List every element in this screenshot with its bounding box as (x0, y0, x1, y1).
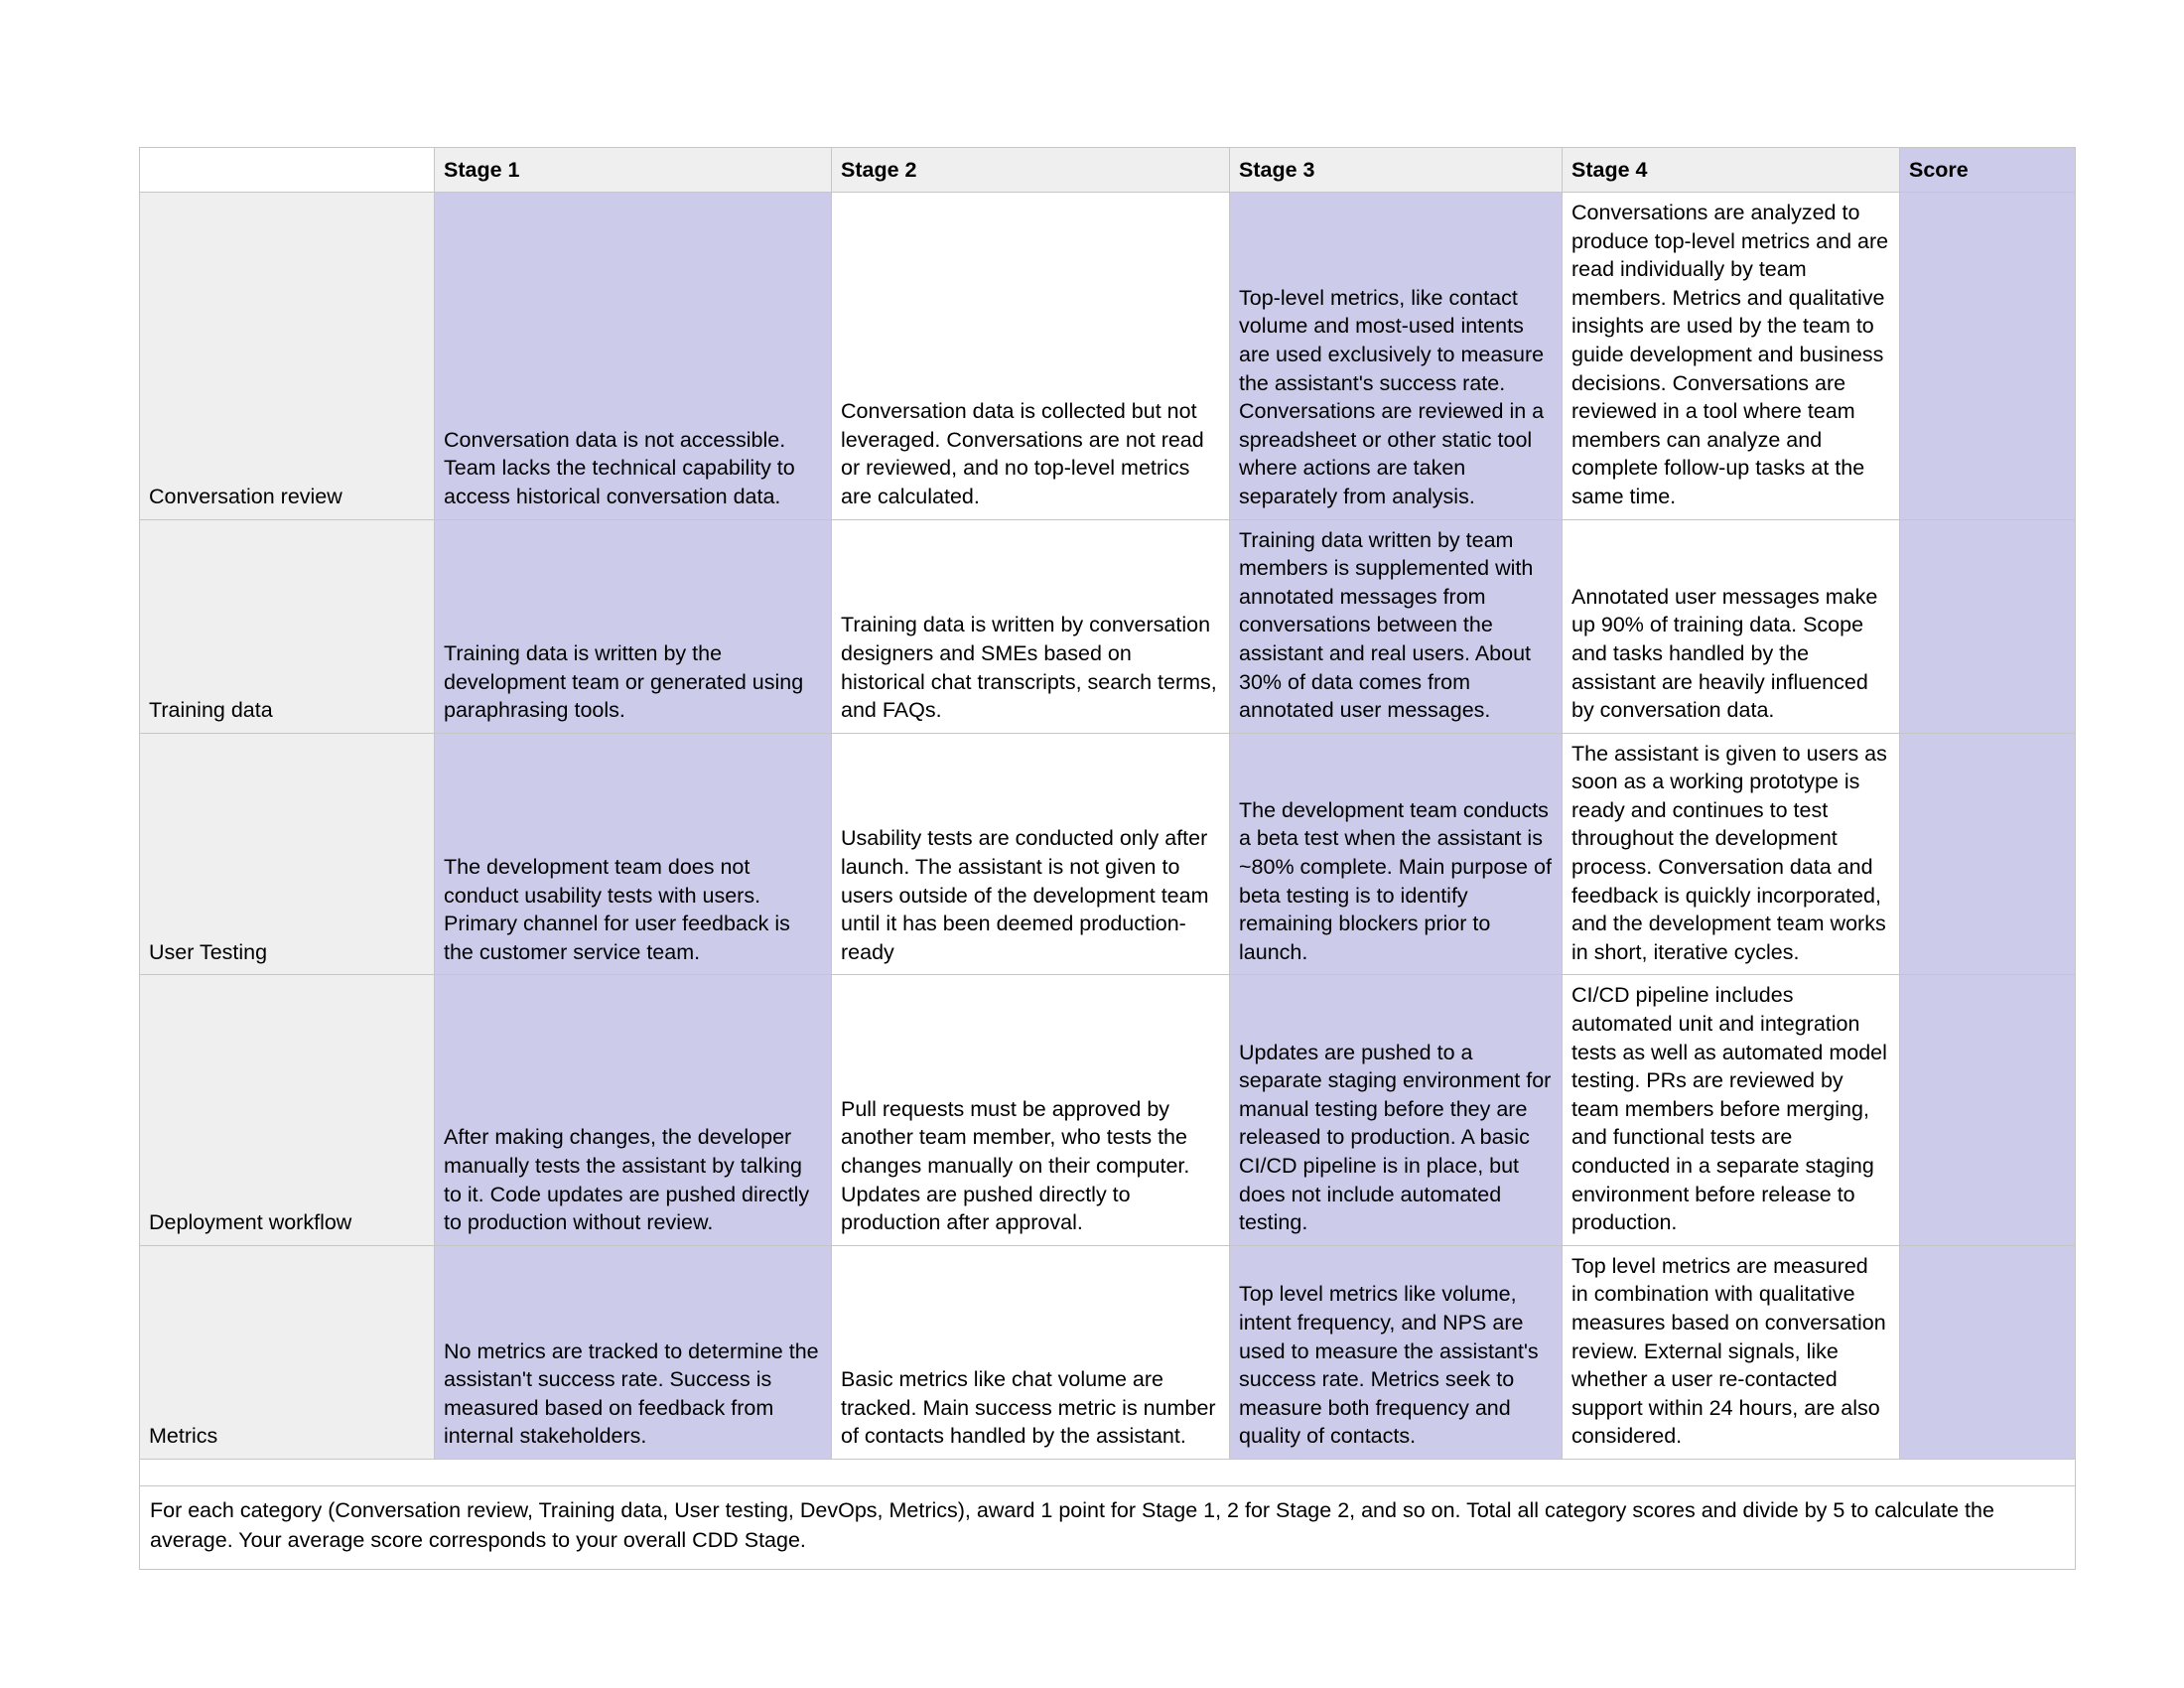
cell-training-data-stage-2: Training data is written by conversation designers and SMEs based on historical chat transcripts, search terms, and FAQs. (832, 519, 1230, 733)
cell-conversation-review-stage-3: Top-level metrics, like contact volume and most-used intents are used exclusively to measure the assistant's success rate. Conversations are reviewed in a spreadsheet or other static tool where actions are taken separately from analysis. (1230, 193, 1563, 520)
row-category-deployment-workflow: Deployment workflow (140, 975, 435, 1245)
cell-conversation-review-stage-4: Conversations are analyzed to produce top-level metrics and are read individually by team members. Metrics and qualitative insights are used by the team to guide development and business decisions. Conversations are reviewed in a tool where team members can analyze and complete follow-up tasks at the same time. (1563, 193, 1900, 520)
cell-metrics-stage-4: Top level metrics are measured in combination with qualitative measures based on conversation review. External signals, like whether a user re-contacted support within 24 hours, are also considered. (1563, 1245, 1900, 1459)
cell-deployment-workflow-stage-1: After making changes, the developer manually tests the assistant by talking to it. Code updates are pushed directly to production without review. (435, 975, 832, 1245)
table-spacer-row (140, 1459, 2076, 1485)
cell-user-testing-stage-1: The development team does not conduct usability tests with users. Primary channel for user feedback is the customer service team. (435, 733, 832, 975)
cell-deployment-workflow-stage-3: Updates are pushed to a separate staging environment for manual testing before they are released to production. A basic CI/CD pipeline is in place, but does not include automated testing. (1230, 975, 1563, 1245)
header-cell-blank (140, 148, 435, 193)
cell-user-testing-score[interactable] (1900, 733, 2076, 975)
cell-metrics-stage-1: No metrics are tracked to determine the assistan't success rate. Success is measured based on feedback from internal stakeholders. (435, 1245, 832, 1459)
row-category-user-testing: User Testing (140, 733, 435, 975)
row-category-training-data: Training data (140, 519, 435, 733)
table-row (140, 975, 2076, 1245)
spacer-cell (140, 1459, 2076, 1485)
table-row (140, 193, 2076, 520)
cell-training-data-stage-3: Training data written by team members is supplemented with annotated messages from conversations between the assistant and real users. About 30% of data comes from annotated user messages. (1230, 519, 1563, 733)
cell-training-data-stage-1: Training data is written by the development team or generated using paraphrasing tools. (435, 519, 832, 733)
scoring-instructions: For each category (Conversation review, Training data, User testing, DevOps, Metrics), award 1 point for Stage 1, 2 for Stage 2, and so on. Total all category scores and divide by 5 to calculate the average. Your average score corresponds to your overall CDD Stage. (140, 1485, 2076, 1569)
cell-metrics-stage-2: Basic metrics like chat volume are tracked. Main success metric is number of contacts handled by the assistant. (832, 1245, 1230, 1459)
table-row (140, 519, 2076, 733)
header-cell-stage-1: Stage 1 (435, 148, 832, 193)
cell-conversation-review-score[interactable] (1900, 193, 2076, 520)
cell-training-data-score[interactable] (1900, 519, 2076, 733)
table-footer-note-row (140, 1485, 2076, 1569)
cell-conversation-review-stage-2: Conversation data is collected but not leveraged. Conversations are not read or reviewed, and no top-level metrics are calculated. (832, 193, 1230, 520)
cdd-maturity-table (139, 147, 2076, 1570)
header-cell-score: Score (1900, 148, 2076, 193)
cell-user-testing-stage-2: Usability tests are conducted only after launch. The assistant is not given to users outside of the development team until it has been deemed production-ready (832, 733, 1230, 975)
cell-conversation-review-stage-1: Conversation data is not accessible. Team lacks the technical capability to access historical conversation data. (435, 193, 832, 520)
cell-metrics-score[interactable] (1900, 1245, 2076, 1459)
row-category-metrics: Metrics (140, 1245, 435, 1459)
table-row (140, 733, 2076, 975)
cell-metrics-stage-3: Top level metrics like volume, intent frequency, and NPS are used to measure the assistant's success rate. Metrics seek to measure both frequency and quality of contacts. (1230, 1245, 1563, 1459)
cell-deployment-workflow-stage-4: CI/CD pipeline includes automated unit and integration tests as well as automated model testing. PRs are reviewed by team members before merging, and functional tests are conducted in a separate staging environment before release to production. (1563, 975, 1900, 1245)
header-cell-stage-4: Stage 4 (1563, 148, 1900, 193)
cell-user-testing-stage-4: The assistant is given to users as soon as a working prototype is ready and continues to test throughout the development process. Conversation data and feedback is quickly incorporated, and the development team works in short, iterative cycles. (1563, 733, 1900, 975)
header-cell-stage-2: Stage 2 (832, 148, 1230, 193)
cell-training-data-stage-4: Annotated user messages make up 90% of training data. Scope and tasks handled by the assistant are heavily influenced by conversation data. (1563, 519, 1900, 733)
cell-user-testing-stage-3: The development team conducts a beta test when the assistant is ~80% complete. Main purpose of beta testing is to identify remaining blockers prior to launch. (1230, 733, 1563, 975)
cell-deployment-workflow-score[interactable] (1900, 975, 2076, 1245)
row-category-conversation-review: Conversation review (140, 193, 435, 520)
table-row (140, 1245, 2076, 1459)
table-header-row (140, 148, 2076, 193)
cell-deployment-workflow-stage-2: Pull requests must be approved by another team member, who tests the changes manually on their computer. Updates are pushed directly to production after approval. (832, 975, 1230, 1245)
header-cell-stage-3: Stage 3 (1230, 148, 1563, 193)
